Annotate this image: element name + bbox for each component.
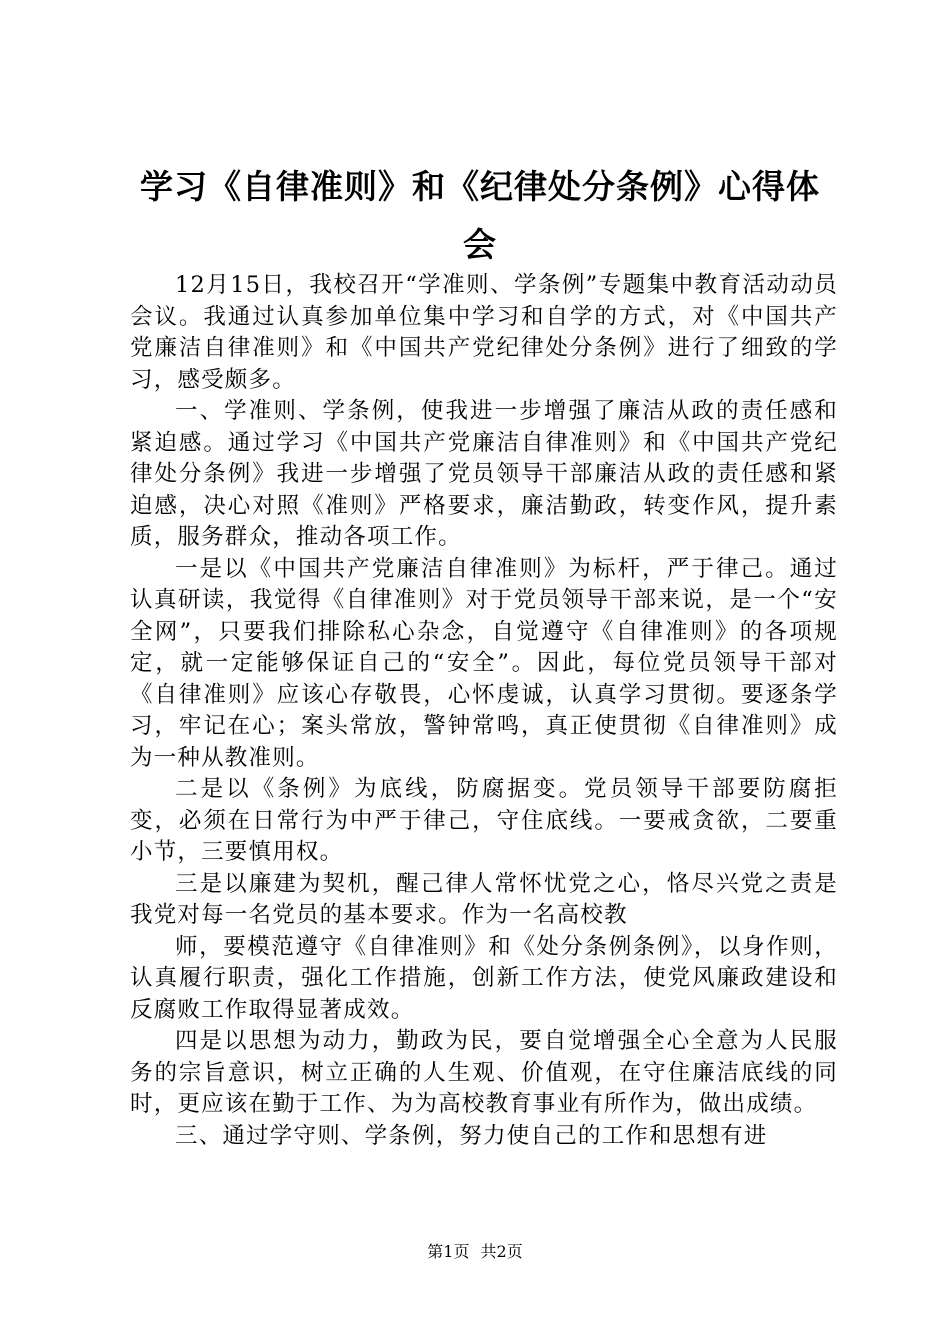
- document-title: 学习《自律准则》和《纪律处分条例》心得体会: [140, 167, 820, 264]
- page-total: 共2页: [480, 1242, 523, 1261]
- paragraph-point-2: 二是以《条例》为底线，防腐据变。党员领导干部要防腐拒变，必须在日常行为中严于律己，守住底线。一要戒贪欲，二要重小节，三要慎用权。: [130, 776, 838, 865]
- paragraph-intro: 12月15日，我校召开“学准则、学条例”专题集中教育活动动员会议。我通过认真参加单位集中学习和自学的方式，对《中国共产党廉洁自律准则》和《中国共产党纪律处分条例》进行了细致的学习，感受颇多。: [130, 272, 838, 393]
- paragraph-point-3-continued: 师，要模范遵守《自律准则》和《处分条例条例》，以身作则，认真履行职责，强化工作措施，创新工作方法，使党风廉政建设和反腐败工作取得显著成效。: [130, 933, 838, 1023]
- paragraph-section-1: 一、学准则、学条例，使我进一步增强了廉洁从政的责任感和紧迫感。通过学习《中国共产党廉洁自律准则》和《中国共产党纪律处分条例》我进一步增强了党员领导干部廉洁从政的责任感和紧迫感，决心对照《准则》严格要求，廉洁勤政，转变作风，提升素质，服务群众，推动各项工作。: [130, 398, 838, 550]
- paragraph-point-1: 一是以《中国共产党廉洁自律准则》为标杆，严于律己。通过认真研读，我觉得《自律准则》对于党员领导干部来说，是一个“安全网”，只要我们排除私心杂念，自觉遵守《自律准则》的各项规定，就一定能够保证自己的“安全”。因此，每位党员领导干部对《自律准则》应该心存敬畏，心怀虔诚，认真学习贯彻。要逐条学习，牢记在心；案头常放，警钟常鸣，真正使贯彻《自律准则》成为一种从教准则。: [130, 555, 838, 771]
- paragraph-point-3: 三是以廉建为契机，醒己律人常怀忧党之心，恪尽兴党之责是我党对每一名党员的基本要求。作为一名高校教: [130, 870, 838, 928]
- document-body: [130, 270, 838, 1152]
- paragraph-section-3: 三、通过学守则、学条例，努力使自己的工作和思想有进: [175, 1122, 768, 1149]
- page-footer: [0, 1242, 950, 1262]
- paragraph-point-4: 四是以思想为动力，勤政为民，要自觉增强全心全意为人民服务的宗旨意识，树立正确的人生观、价值观，在守住廉洁底线的同时，更应该在勤于工作、为为高校教育事业有所作为，做出成绩。: [130, 1028, 838, 1117]
- page-number: 第1页: [427, 1242, 470, 1261]
